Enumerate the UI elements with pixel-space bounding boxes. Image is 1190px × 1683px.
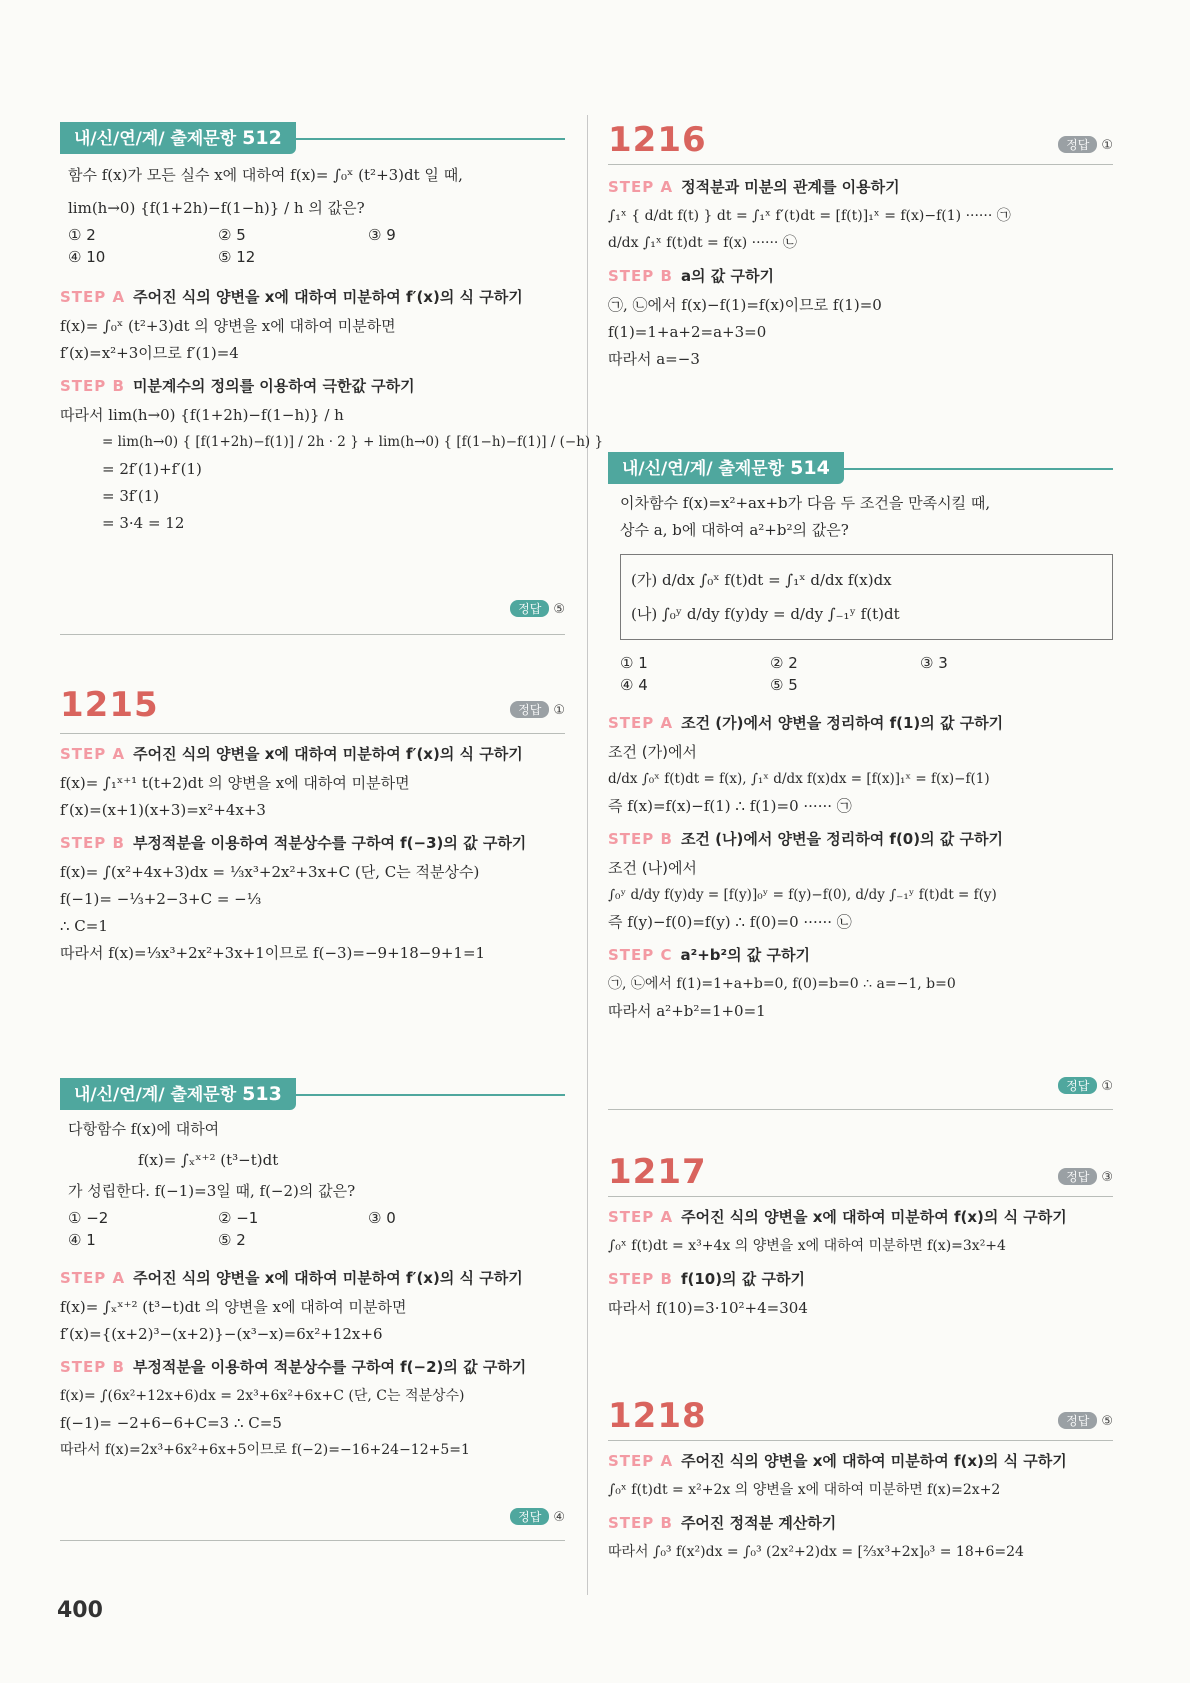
step-a-heading: STEP A 조건 (가)에서 양변을 정리하여 f(1)의 값 구하기 <box>608 714 1004 732</box>
solution-line: f(x)= ∫₀ˣ (t²+3)dt 의 양변을 x에 대하여 미분하면 <box>60 317 396 335</box>
solution-line: ㉠, ㉡에서 f(x)−f(1)=f(x)이므로 f(1)=0 <box>608 296 882 314</box>
step-a-heading: STEP A 주어진 식의 양변을 x에 대하여 미분하여 f(x)의 식 구하기 <box>608 1452 1067 1470</box>
step-b-heading: STEP B a의 값 구하기 <box>608 267 774 285</box>
choice: ② 2 <box>770 654 798 672</box>
solution-line: f(−1)= −⅓+2−3+C = −⅓ <box>60 890 262 908</box>
section-rule <box>608 1440 1113 1441</box>
solution-line: f(x)= ∫₁ˣ⁺¹ t(t+2)dt 의 양변을 x에 대하여 미분하면 <box>60 774 410 792</box>
answer-mark: 정답 ① <box>510 701 565 718</box>
solution-line: f′(x)={(x+2)³−(x+2)}−(x³−x)=6x²+12x+6 <box>60 1325 383 1343</box>
section-rule <box>608 1109 1113 1110</box>
step-b-heading: STEP B 부정적분을 이용하여 적분상수를 구하여 f(−3)의 값 구하기 <box>60 834 527 852</box>
solution-line: f′(x)=x²+3이므로 f′(1)=4 <box>60 344 239 362</box>
step-a-heading: STEP A 정적분과 미분의 관계를 이용하기 <box>608 178 900 196</box>
problem-513-header <box>60 1078 565 1110</box>
solution-line: 따라서 f(x)=⅓x³+2x²+3x+1이므로 f(−3)=−9+18−9+1=1 <box>60 944 486 962</box>
solution-line: 즉 f(y)−f(0)=f(y) ∴ f(0)=0 ······ ㉡ <box>608 913 852 931</box>
solution-line: ∫₁ˣ { d/dt f(t) } dt = ∫₁ˣ f′(t)dt = [f(t)]₁ˣ = f(x)−f(1) ······ ㉠ <box>608 208 1011 224</box>
problem-512-tag: 내/신/연/계/ 출제문항 512 <box>60 122 296 154</box>
solution-line: ∫₀ˣ f(t)dt = x²+2x 의 양변을 x에 대하여 미분하면 f(x)=2x+2 <box>608 1482 1001 1498</box>
solution-line: f(x)= ∫(x²+4x+3)dx = ⅓x³+2x²+3x+C (단, C는 적분상수) <box>60 863 480 881</box>
page-number: 400 <box>57 1598 103 1623</box>
solution-line: 조건 (가)에서 <box>608 743 697 761</box>
problem-number: 1218 <box>608 1396 707 1436</box>
solution-line: ㉠, ㉡에서 f(1)=1+a+b=0, f(0)=b=0 ∴ a=−1, b=0 <box>608 976 956 992</box>
step-a-heading: STEP A 주어진 식의 양변을 x에 대하여 미분하여 f′(x)의 식 구하기 <box>60 288 523 306</box>
answer-mark: 정답 ① <box>1058 136 1113 153</box>
step-a-heading: STEP A 주어진 식의 양변을 x에 대하여 미분하여 f′(x)의 식 구하기 <box>60 1269 523 1287</box>
solution-line: = lim(h→0) { [f(1+2h)−f(1)] / 2h · 2 } + lim(h→0) { [f(1−h)−f(1)] / (−h) } <box>102 434 604 450</box>
problem-513-tag: 내/신/연/계/ 출제문항 513 <box>60 1078 296 1110</box>
choice: ④ 4 <box>620 676 648 694</box>
answer-choices <box>68 1207 565 1251</box>
solution-line: f(−1)= −2+6−6+C=3 ∴ C=5 <box>60 1414 282 1432</box>
section-rule <box>60 634 565 635</box>
condition-a: (가) d/dx ∫₀ˣ f(t)dt = ∫₁ˣ d/dx f(x)dx <box>631 571 892 589</box>
solution-line: 따라서 lim(h→0) {f(1+2h)−f(1−h)} / h <box>60 406 344 424</box>
answer-mark: 정답 ③ <box>1058 1168 1113 1185</box>
question-text: 상수 a, b에 대하여 a²+b²의 값은? <box>620 521 849 539</box>
problem-number: 1216 <box>608 120 707 160</box>
section-rule <box>608 164 1113 165</box>
problem-514 <box>608 452 1113 1094</box>
solution-line: 따라서 ∫₀³ f(x²)dx = ∫₀³ (2x²+2)dx = [⅔x³+2x]₀³ = 18+6=24 <box>608 1544 1024 1560</box>
solution-line: = 2f′(1)+f′(1) <box>102 460 202 478</box>
solution-line: d/dx ∫₁ˣ f(t)dt = f(x) ······ ㉡ <box>608 235 797 251</box>
question-text: 가 성립한다. f(−1)=3일 때, f(−2)의 값은? <box>68 1182 356 1200</box>
step-c-heading: STEP C a²+b²의 값 구하기 <box>608 946 810 964</box>
solution-line: ∫₀ˣ f(t)dt = x³+4x 의 양변을 x에 대하여 미분하면 f(x)=3x²+4 <box>608 1238 1006 1254</box>
solution-line: ∴ C=1 <box>60 917 108 935</box>
problem-number: 1215 <box>60 685 159 725</box>
solution-line: ∫₀ʸ d/dy f(y)dy = [f(y)]₀ʸ = f(y)−f(0), d/dy ∫₋₁ʸ f(t)dt = f(y) <box>608 887 997 903</box>
step-a-heading: STEP A 주어진 식의 양변을 x에 대하여 미분하여 f′(x)의 식 구하기 <box>60 745 523 763</box>
answer-mark: 정답 ④ <box>510 1508 565 1525</box>
problem-1216 <box>608 120 1113 373</box>
step-b-heading: STEP B 미분계수의 정의를 이용하여 극한값 구하기 <box>60 377 415 395</box>
step-b-heading: STEP B 주어진 정적분 계산하기 <box>608 1514 837 1532</box>
solution-line: 따라서 a²+b²=1+0=1 <box>608 1002 766 1020</box>
solution-line: 따라서 a=−3 <box>608 350 700 368</box>
solution-line: f′(x)=(x+1)(x+3)=x²+4x+3 <box>60 801 266 819</box>
choice: ② 5 <box>218 226 246 244</box>
solution-line: f(x)= ∫(6x²+12x+6)dx = 2x³+6x²+6x+C (단, C는 적분상수) <box>60 1388 465 1404</box>
problem-512 <box>60 122 604 617</box>
choice: ③ 0 <box>368 1209 396 1227</box>
answer-mark: 정답 ⑤ <box>1058 1412 1113 1429</box>
choice: ③ 9 <box>368 226 396 244</box>
choice: ① 2 <box>68 226 96 244</box>
choice: ④ 1 <box>68 1231 96 1249</box>
header-rule <box>296 1094 565 1096</box>
question-text: 다항함수 f(x)에 대하여 <box>68 1120 220 1138</box>
choice: ② −1 <box>218 1209 259 1227</box>
choice: ① 1 <box>620 654 648 672</box>
choice: ④ 10 <box>68 248 106 266</box>
solution-line: f(x)= ∫ₓˣ⁺² (t³−t)dt 의 양변을 x에 대하여 미분하면 <box>60 1298 407 1316</box>
solution-line: 조건 (나)에서 <box>608 859 697 877</box>
solution-line: d/dx ∫₀ˣ f(t)dt = f(x), ∫₁ˣ d/dx f(x)dx = [f(x)]₁ˣ = f(x)−f(1) <box>608 771 990 787</box>
solution-line: = 3f′(1) <box>102 487 160 505</box>
step-b-heading: STEP B 부정적분을 이용하여 적분상수를 구하여 f(−2)의 값 구하기 <box>60 1358 527 1376</box>
question-text: 이차함수 f(x)=x²+ax+b가 다음 두 조건을 만족시킬 때, <box>620 494 991 512</box>
choice: ⑤ 2 <box>218 1231 246 1249</box>
answer-mark: 정답 ① <box>1058 1077 1113 1094</box>
answer-choices <box>620 652 1113 696</box>
step-b-heading: STEP B f(10)의 값 구하기 <box>608 1270 805 1288</box>
step-a-heading: STEP A 주어진 식의 양변을 x에 대하여 미분하여 f(x)의 식 구하기 <box>608 1208 1067 1226</box>
problem-1217 <box>608 1152 1113 1322</box>
problem-1218 <box>608 1396 1113 1566</box>
solution-line: 따라서 f(x)=2x³+6x²+6x+5이므로 f(−2)=−16+24−12+5=1 <box>60 1442 470 1458</box>
condition-b: (나) ∫₀ʸ d/dy f(y)dy = d/dy ∫₋₁ʸ f(t)dt <box>631 605 900 623</box>
question-formula: f(x)= ∫ₓˣ⁺² (t³−t)dt <box>138 1151 279 1169</box>
column-divider <box>587 115 588 1595</box>
problem-1215 <box>60 685 565 967</box>
solution-line: f(1)=1+a+2=a+3=0 <box>608 323 767 341</box>
solution-line: 즉 f(x)=f(x)−f(1) ∴ f(1)=0 ······ ㉠ <box>608 797 852 815</box>
header-rule <box>844 468 1113 470</box>
step-b-heading: STEP B 조건 (나)에서 양변을 정리하여 f(0)의 값 구하기 <box>608 830 1003 848</box>
question-text: 함수 f(x)가 모든 실수 x에 대하여 f(x)= ∫₀ˣ (t²+3)dt 일 때, <box>68 166 463 184</box>
choice: ⑤ 5 <box>770 676 798 694</box>
choice: ① −2 <box>68 1209 109 1227</box>
choice: ③ 3 <box>920 654 948 672</box>
problem-512-header <box>60 122 565 154</box>
choice: ⑤ 12 <box>218 248 256 266</box>
question-text: lim(h→0) {f(1+2h)−f(1−h)} / h 의 값은? <box>68 199 365 217</box>
section-rule <box>60 1540 565 1541</box>
header-rule <box>296 138 565 140</box>
section-rule <box>60 733 565 734</box>
problem-514-tag: 내/신/연/계/ 출제문항 514 <box>608 452 844 484</box>
problem-number: 1217 <box>608 1152 707 1192</box>
solution-line: = 3·4 = 12 <box>102 514 185 532</box>
section-rule <box>608 1196 1113 1197</box>
problem-513 <box>60 1078 565 1525</box>
problem-514-header <box>608 452 1113 484</box>
solution-line: 따라서 f(10)=3·10²+4=304 <box>608 1299 808 1317</box>
answer-mark: 정답 ⑤ <box>510 600 565 617</box>
answer-choices <box>68 224 565 268</box>
conditions-box <box>620 554 1113 640</box>
